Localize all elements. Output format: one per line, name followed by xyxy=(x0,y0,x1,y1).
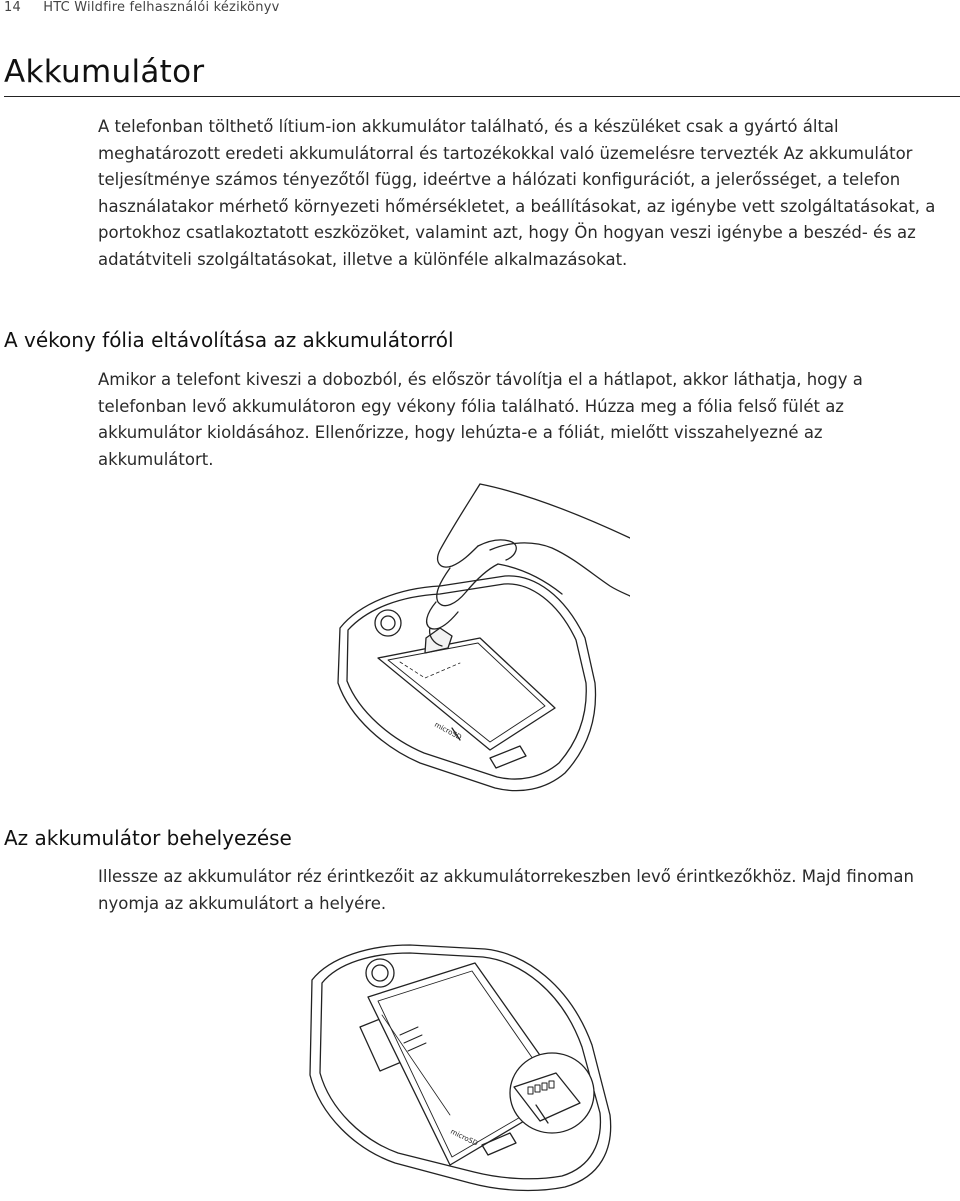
chapter-rule xyxy=(4,96,960,97)
microsd-label: microSD xyxy=(449,1127,480,1148)
hand xyxy=(480,483,628,588)
microsd-label: microSD xyxy=(433,720,463,742)
battery xyxy=(378,638,555,750)
section-text-remove-film: Amikor a telefont kiveszi a dobozból, és először távolítja el a hátlapot, akkor láthatja, hogy a telefonban levő akkumulátoron egy vékony fólia található. Húzza meg a fólia felső fülét az akkumulátor kioldásához. Ellenőrizze, hogy lehúzta-e a fóliát, mielőtt visszahelyezné az akkumulátort. xyxy=(98,370,863,469)
remove-film-illustration xyxy=(330,478,630,798)
section-title-remove-film: A vékony fólia eltávolítása az akkumulátorról xyxy=(4,328,454,352)
camera-icon xyxy=(375,610,401,636)
running-header xyxy=(4,0,280,15)
manual-title: HTC Wildfire felhasználói kézikönyv xyxy=(43,0,280,15)
phone-shell xyxy=(338,576,596,791)
camera-icon xyxy=(366,959,394,987)
chapter-title: Akkumulátor xyxy=(4,54,205,90)
insert-battery-illustration xyxy=(300,935,630,1197)
section-text-insert-battery: Illessze az akkumulátor réz érintkezőit az akkumulátorrekeszben levő érintkezőkhöz. Majd finoman nyomja az akkumulátort a helyére. xyxy=(98,867,914,913)
chapter-intro: A telefonban tölthető lítium-ion akkumulátor található, és a készüléket csak a gyártó által meghatározott eredeti akkumulátorral és tartozékokkal való üzemelésre tervezték Az akkumulátor teljesítménye számos tényezőtől függ, ideértve a hálózati konfigurációt, a jelerősséget, a telefon használatakor mérhető környezeti hőmérsékletet, a beállításokat, az igénybe vett szolgáltatásokat, a portokhoz csatlakoztatott eszközöket, valamint azt, hogy Ön hogyan veszi igénybe a beszéd- és az adatátviteli szolgáltatásokat, illetve a különféle alkalmazásokat. xyxy=(98,117,936,269)
page-number: 14 xyxy=(4,0,21,15)
section-title-insert-battery: Az akkumulátor behelyezése xyxy=(4,826,292,850)
